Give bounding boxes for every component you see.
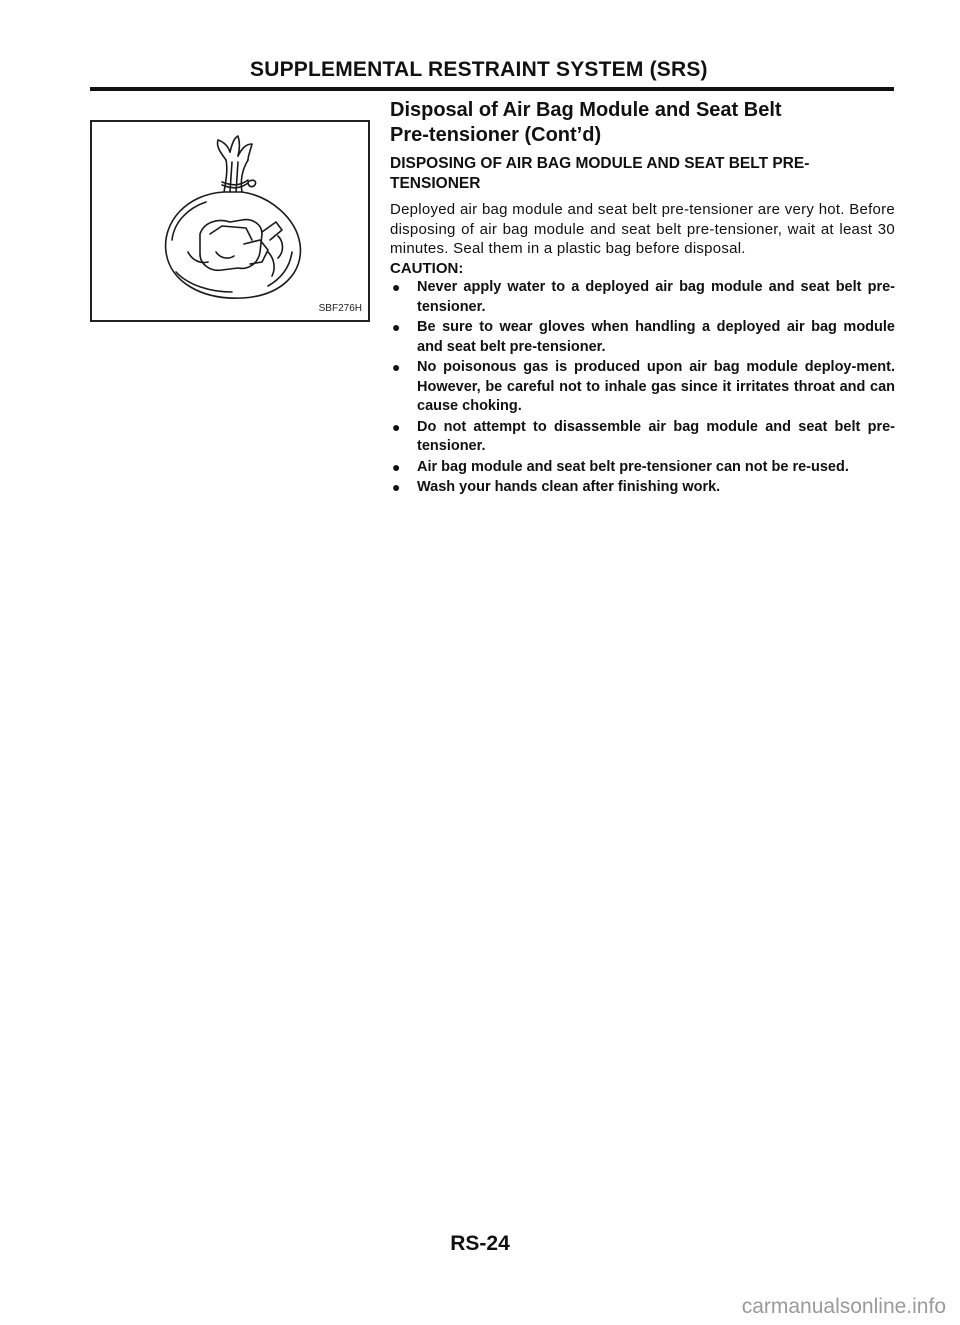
- caution-text: Air bag module and seat belt pre-tensioner can not be re-used.: [417, 458, 849, 475]
- caution-text: Wash your hands clean after finishing work.: [417, 479, 721, 495]
- bullet-icon: ●: [392, 279, 401, 295]
- caution-list: [390, 278, 895, 498]
- subsection-title: DISPOSING OF AIR BAG MODULE AND SEAT BELT PRE-TENSIONER: [390, 155, 810, 192]
- caution-text: No poisonous gas is produced upon air bag module deploy-ment. However, be careful not to inhale gas since it irritates throat and can cause choking.: [417, 359, 895, 414]
- caution-item: [390, 278, 895, 317]
- caution-text: Never apply water to a deployed air bag module and seat belt pre-tensioner.: [417, 279, 895, 315]
- figure-box: [90, 120, 370, 322]
- section-title: [390, 98, 895, 148]
- caution-label: CAUTION:: [390, 259, 464, 277]
- caution-item: [390, 318, 895, 357]
- header-rule: [90, 87, 894, 91]
- bullet-icon: ●: [392, 418, 401, 435]
- bullet-icon: ●: [392, 359, 401, 375]
- caution-item: [390, 458, 895, 478]
- page-number: RS-24: [450, 1232, 510, 1255]
- plastic-bag-icon: [92, 122, 368, 320]
- section-title-line1: Disposal of Air Bag Module and Seat Belt: [390, 99, 782, 121]
- bullet-icon: ●: [392, 479, 401, 495]
- bullet-icon: ●: [392, 319, 401, 335]
- section-title-line2: Pre-tensioner (Cont’d): [390, 124, 602, 146]
- content-column: [390, 98, 895, 499]
- body-paragraph: Deployed air bag module and seat belt pre-tensioner are very hot. Before disposing of air bag module and seat belt pre-tensioner, wait at least 30 minutes. Seal them in a plastic bag before disposal.: [390, 201, 895, 257]
- caution-item: [390, 478, 895, 498]
- caution-item: [390, 358, 895, 417]
- caution-item: [390, 418, 895, 457]
- bullet-icon: ●: [392, 458, 401, 475]
- caution-text: Do not attempt to disassemble air bag module and seat belt pre-tensioner.: [417, 418, 895, 454]
- caution-text: Be sure to wear gloves when handling a deployed air bag module and seat belt pre-tensioner.: [417, 319, 895, 355]
- figure-code: SBF276H: [318, 303, 362, 314]
- watermark-link[interactable]: carmanualsonline.info: [741, 1295, 946, 1318]
- page-header-title: SUPPLEMENTAL RESTRAINT SYSTEM (SRS): [250, 58, 708, 81]
